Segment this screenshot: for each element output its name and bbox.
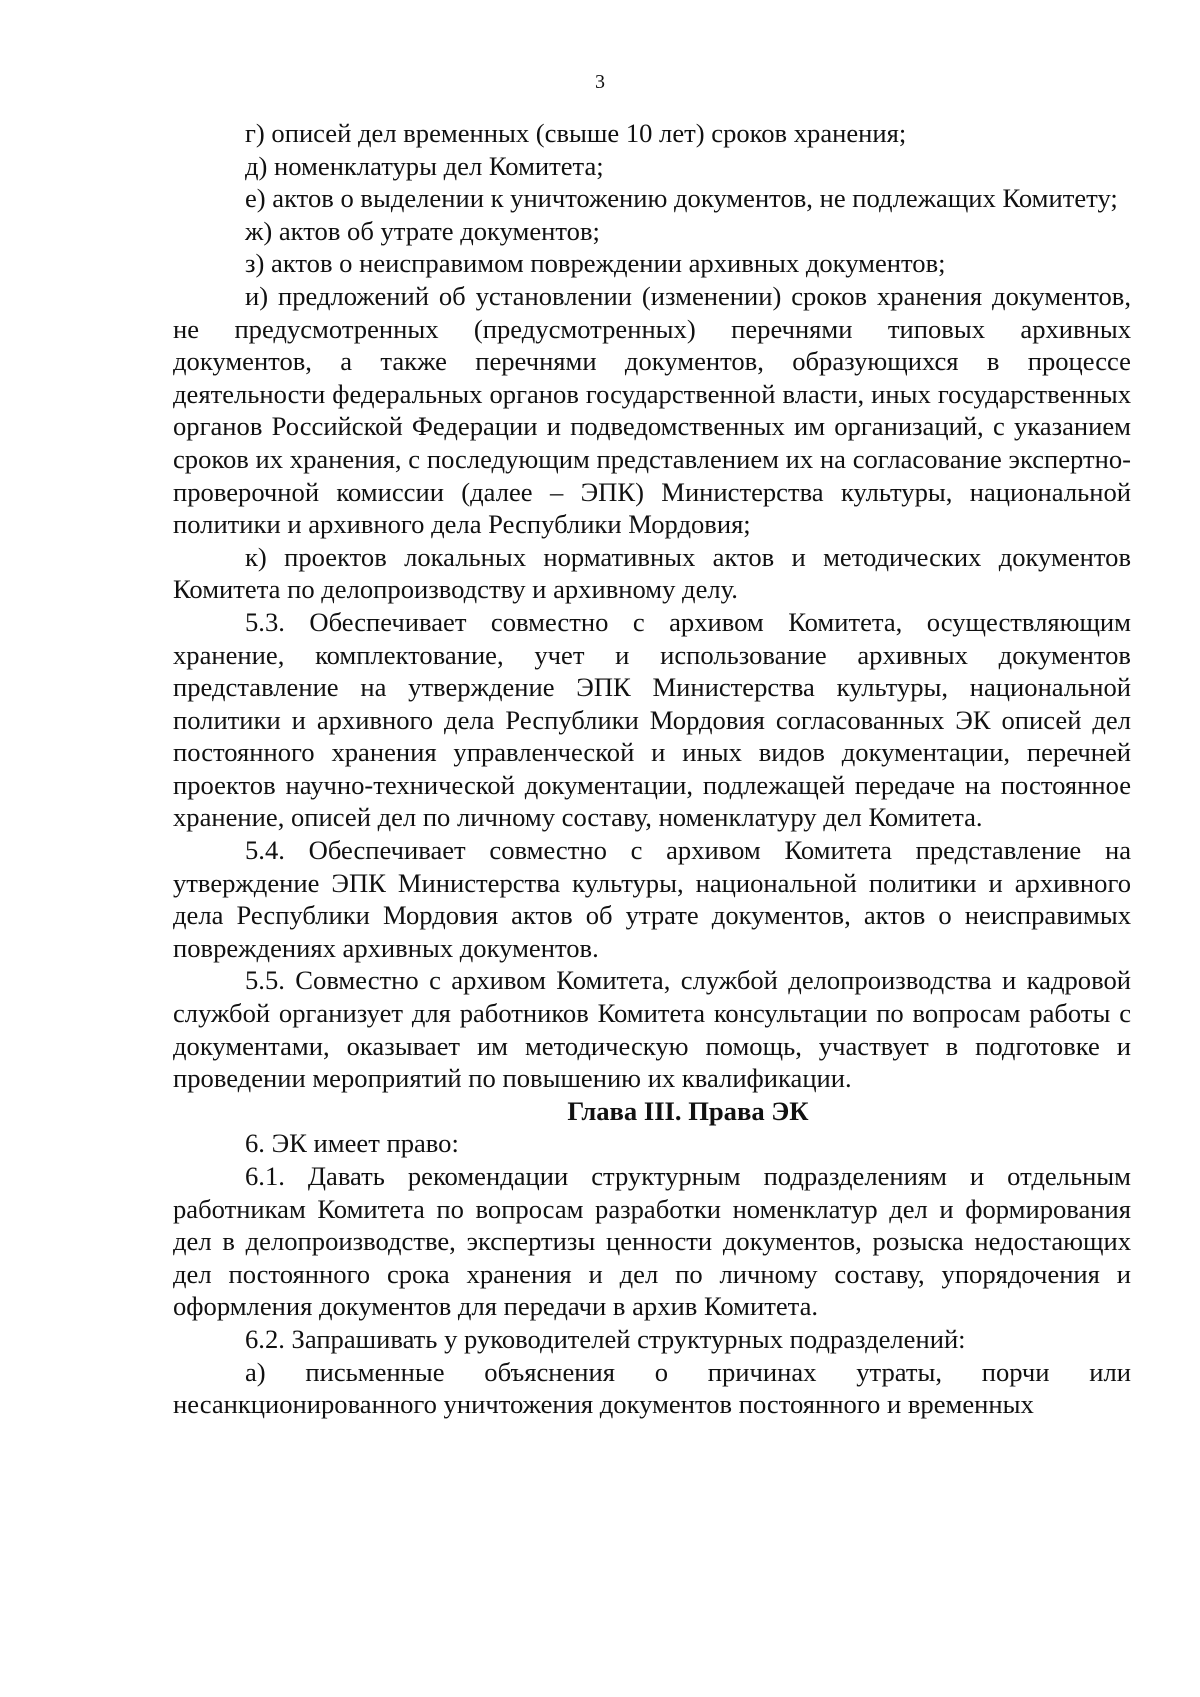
list-item-e: е) актов о выделении к уничтожению документов, не подлежащих Комитету; — [245, 183, 1118, 214]
document-body — [173, 117, 1131, 1421]
clause-6: 6. ЭК имеет право: — [245, 1128, 459, 1159]
page-number: 3 — [595, 71, 605, 93]
list-item-g: г) описей дел временных (свыше 10 лет) сроков хранения; — [245, 118, 907, 148]
list-item-a: а) письменные объяснения о причинах утраты, порчи или несанкционированного уничтожения документов постоянного и временных — [173, 1356, 1131, 1420]
list-item-i: и) предложений об установлении (изменении) сроков хранения документов, не предусмотренных (предусмотренных) перечнями типовых архивных документов, а также перечнями документов, образующихся в процессе деятельности федеральных органов государственной власти, иных государственных органов Российской Федерации и подведомственных им организаций, с указанием сроков их хранения, с последующим представлением их на согласование экспертно-проверочной комиссии (далее – ЭПК) Министерства культуры, национальной политики и архивного дела Республики Мордовия; — [173, 280, 1131, 540]
list-item-k: к) проектов локальных нормативных актов и методических документов Комитета по делопроизводству и архивному делу. — [173, 541, 1131, 605]
clause-6-2: 6.2. Запрашивать у руководителей структурных подразделений: — [245, 1323, 966, 1354]
clause-5-4: 5.4. Обеспечивает совместно с архивом Комитета представление на утверждение ЭПК Министерства культуры, национальной политики и архивного дела Республики Мордовия актов об утрате документов, актов о неисправимых повреждениях архивных документов. — [173, 835, 1131, 963]
chapter-heading: Глава III. Права ЭК — [567, 1095, 809, 1126]
list-item-z: з) актов о неисправимом повреждении архивных документов; — [245, 248, 946, 279]
clause-5-3: 5.3. Обеспечивает совместно с архивом Комитета, осуществляющим хранение, комплектование, учет и использование архивных документов представление на утверждение ЭПК Министерства культуры, национальной политики и архивного дела Республики Мордовия согласованных ЭК описей дел постоянного хранения управленческой и иных видов документации, перечней проектов научно-технической документации, подлежащей передаче на постоянное хранение, описей дел по личному составу, номенклатуру дел Комитета. — [173, 606, 1131, 833]
list-item-zh: ж) актов об утрате документов; — [245, 215, 600, 246]
list-item-d: д) номенклатуры дел Комитета; — [245, 150, 604, 181]
clause-6-1: 6.1. Давать рекомендации структурным подразделениям и отдельным работникам Комитета по вопросам разработки номенклатур дел и формирования дел в делопроизводстве, экспертизы ценности документов, розыска недостающих дел постоянного срока хранения и дел по личному составу, упорядочения и оформления документов для передачи в архив Комитета. — [173, 1161, 1131, 1322]
clause-5-5: 5.5. Совместно с архивом Комитета, службой делопроизводства и кадровой службой организует для работников Комитета консультации по вопросам работы с документами, оказывает им методическую помощь, участвует в подготовке и проведении мероприятий по повышению их квалификации. — [173, 965, 1131, 1094]
